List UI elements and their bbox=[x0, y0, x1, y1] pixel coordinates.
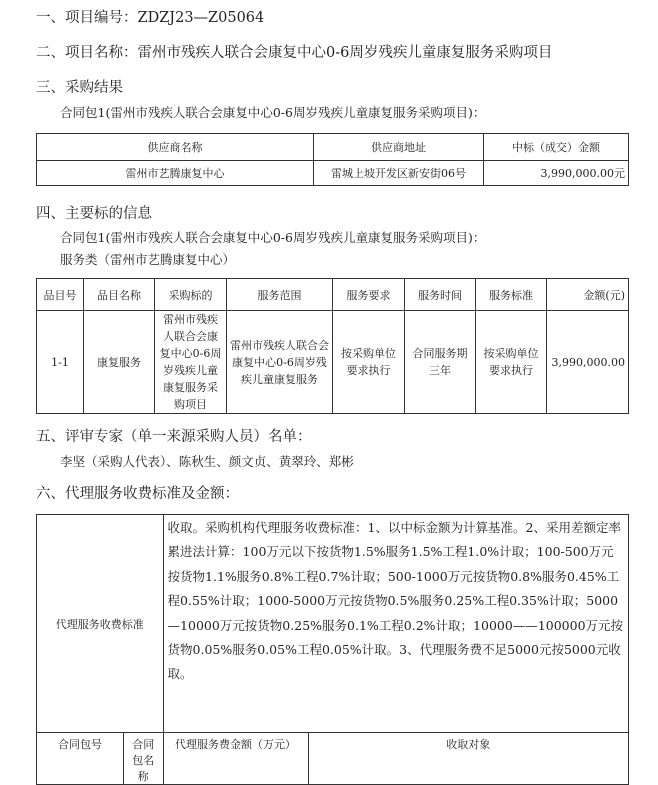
service-requirement: 按采购单位要求执行 bbox=[333, 311, 405, 414]
header-cell: 收取对象 bbox=[308, 733, 628, 785]
item-table bbox=[36, 278, 629, 414]
package-label: 合同包1(雷州市残疾人联合会康复中心0-6周岁残疾儿童康复服务采购项目)： bbox=[60, 105, 486, 120]
header-cell: 供应商名称 bbox=[37, 134, 314, 161]
header-cell: 服务要求 bbox=[333, 279, 405, 311]
header-cell: 服务范围 bbox=[227, 279, 333, 311]
header-cell: 代理服务费金额（万元） bbox=[163, 733, 308, 785]
supplier-address: 雷城上坡开发区新安街06号 bbox=[314, 161, 484, 186]
package-label: 合同包1(雷州市残疾人联合会康复中心0-6周岁残疾儿童康复服务采购项目)： bbox=[60, 230, 486, 245]
header-cell: 品目名称 bbox=[84, 279, 155, 311]
header-cell: 金额(元) bbox=[547, 279, 629, 311]
award-amount: 3,990,000.00元 bbox=[484, 161, 629, 186]
section-experts: 五、评审专家（单一来源采购人员）名单： bbox=[36, 429, 312, 445]
result-table bbox=[36, 133, 629, 186]
service-standard: 按采购单位要求执行 bbox=[476, 311, 547, 414]
section-project-name: 二、项目名称：雷州市残疾人联合会康复中心0-6周岁残疾儿童康复服务采购项目 bbox=[36, 45, 553, 61]
header-cell: 供应商地址 bbox=[314, 134, 484, 161]
item-number: 1-1 bbox=[37, 311, 84, 414]
service-scope: 雷州市残疾人联合会康复中心0-6周岁残疾儿童康复服务 bbox=[227, 311, 333, 414]
header-cell: 采购标的 bbox=[155, 279, 227, 311]
header-cell: 合同包名称 bbox=[124, 733, 164, 785]
procurement-subject: 雷州市残疾人联合会康复中心0-6周岁残疾儿童康复服务采购项目 bbox=[155, 311, 227, 414]
expert-list: 李坚（采购人代表）、陈秋生、颜文贞、黄翠玲、郑彬 bbox=[60, 454, 354, 469]
item-name: 康复服务 bbox=[84, 311, 155, 414]
header-cell: 合同包号 bbox=[37, 733, 124, 785]
fee-standard-text: 收取。采购机构代理服务收费标准：1、以中标金额为计算基准。2、采用差额定率累进法计算：100万元以下按货物1.5%服务1.5%工程1.0%计取；100-500万元按货物1.1%服务0.8%工程0.7%计取；500-1000万元按货物0.8%服务0.45%工程0.55%计取；1000-5000万元按货物0.5%服务0.25%工程0.35%计取；5000—10000万元按货物0.25%服务0.1%工程0.2%计取；10000——100000万元按货物0.05%服务0.05%工程0.05%计取。3、代理服务费不足5000元按5000元收取。 bbox=[163, 515, 628, 733]
section-agency-fee: 六、代理服务收费标准及金额： bbox=[36, 486, 239, 502]
header-cell: 服务时间 bbox=[405, 279, 476, 311]
supplier-name: 雷州市艺腾康复中心 bbox=[37, 161, 314, 186]
header-cell: 品目号 bbox=[37, 279, 84, 311]
section-main-items: 四、主要标的信息 bbox=[36, 206, 152, 222]
fee-table bbox=[36, 514, 629, 785]
header-cell: 服务标准 bbox=[476, 279, 547, 311]
section-procurement-result: 三、采购结果 bbox=[36, 80, 123, 96]
service-time: 合同服务期三年 bbox=[405, 311, 476, 414]
header-cell: 中标（成交）金额 bbox=[484, 134, 629, 161]
fee-standard-label: 代理服务收费标准 bbox=[37, 515, 164, 733]
item-amount: 3,990,000.00 bbox=[547, 311, 629, 414]
section-project-number: 一、项目编号：ZDZJ23—Z05064 bbox=[36, 10, 265, 26]
service-category: 服务类（雷州市艺腾康复中心） bbox=[60, 252, 236, 267]
